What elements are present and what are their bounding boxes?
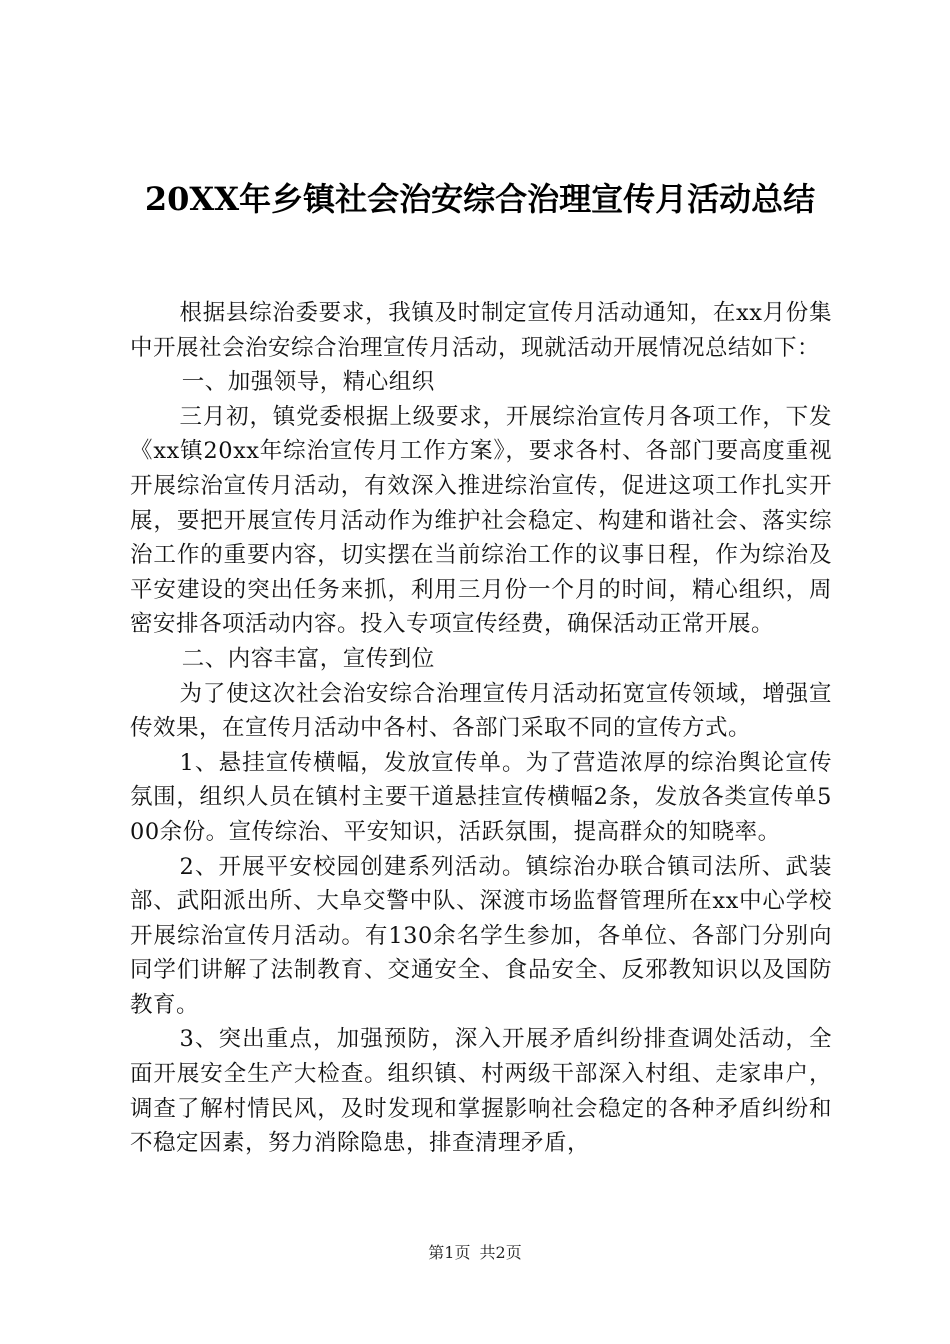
page-footer (0, 1241, 950, 1265)
section-1-paragraph: 三月初，镇党委根据上级要求，开展综治宣传月各项工作，下发《xx镇20xx年综治宣传月工作方案》，要求各村、各部门要高度重视开展综治宣传月活动，有效深入推进综治宣传，促进这项工作扎实开展，要把开展宣传月活动作为维护社会稳定、构建和谐社会、落实综治工作的重要内容，切实摆在当前综治工作的议事日程，作为综治及平安建设的突出任务来抓，利用三月份一个月的时间，精心组织，周密安排各项活动内容。投入专项宣传经费，确保活动正常开展。 (130, 403, 832, 638)
document-body (130, 296, 832, 1161)
intro-paragraph: 根据县综治委要求，我镇及时制定宣传月活动通知，在xx月份集中开展社会治安综合治理宣传月活动，现就活动开展情况总结如下： (130, 300, 832, 361)
section-heading-1: 一、加强领导，精心组织 (181, 369, 435, 396)
item-3-paragraph: 3、突出重点，加强预防，深入开展矛盾纠纷排查调处活动，全面开展安全生产大检查。组织镇、村两级干部深入村组、走家串户，调查了解村情民风，及时发现和掌握影响社会稳定的各种矛盾纠纷和不稳定因素，努力消除隐患，排查清理矛盾， (130, 1026, 832, 1157)
item-1-paragraph: 1、悬挂宣传横幅，发放宣传单。为了营造浓厚的综治舆论宣传氛围，组织人员在镇村主要干道悬挂宣传横幅2条，发放各类宣传单500余份。宣传综治、平安知识，活跃氛围，提高群众的知晓率。 (130, 749, 832, 845)
section-heading-2: 二、内容丰富，宣传到位 (181, 645, 435, 672)
page-total: 共2页 (479, 1243, 522, 1262)
document-title: 20XX年乡镇社会治安综合治理宣传月活动总结 (144, 180, 816, 218)
section-2-intro-paragraph: 为了使这次社会治安综合治理宣传月活动拓宽宣传领域，增强宣传效果，在宣传月活动中各村、各部门采取不同的宣传方式。 (130, 680, 832, 742)
item-2-paragraph: 2、开展平安校园创建系列活动。镇综治办联合镇司法所、武装部、武阳派出所、大阜交警中队、深渡市场监督管理所在xx中心学校开展综治宣传月活动。有130余名学生参加，各单位、各部门分别向同学们讲解了法制教育、交通安全、食品安全、反邪教知识以及国防教育。 (130, 853, 832, 1018)
page-number: 第1页 (428, 1243, 471, 1262)
